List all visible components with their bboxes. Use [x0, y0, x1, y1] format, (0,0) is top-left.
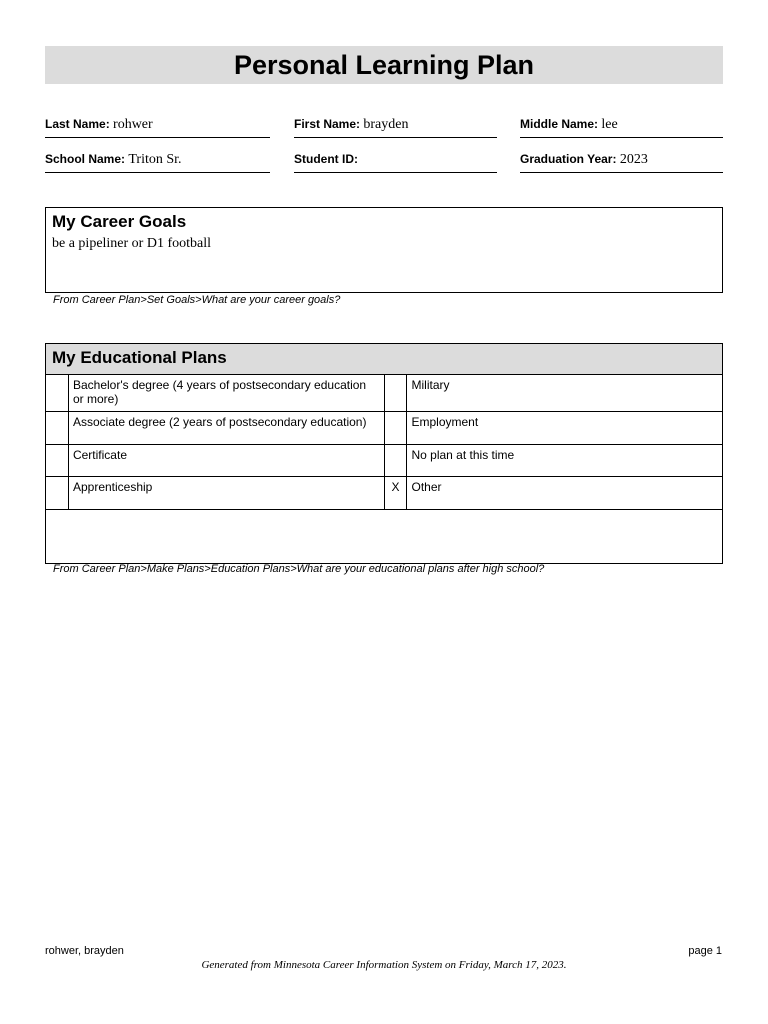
middle-name-value: lee — [601, 117, 618, 132]
last-name-field — [45, 117, 270, 138]
educational-plans-source: From Career Plan>Make Plans>Education Plans>What are your educational plans after high school? — [53, 563, 545, 575]
footer-page-number: page 1 — [688, 945, 722, 957]
notes-row — [46, 510, 723, 564]
title-bar — [45, 46, 723, 84]
educational-plans-header — [45, 343, 723, 375]
checkbox-cell — [384, 445, 407, 477]
first-name-field — [294, 117, 497, 138]
first-name-value: brayden — [363, 117, 409, 132]
table-row — [46, 445, 723, 477]
graduation-year-field — [520, 152, 723, 173]
career-goals-text: be a pipeliner or D1 football — [52, 236, 212, 251]
checkbox-cell — [46, 445, 69, 477]
student-id-field — [294, 152, 497, 173]
option-label: No plan at this time — [407, 445, 723, 477]
student-id-label: Student ID: — [294, 152, 358, 166]
first-name-label: First Name: — [294, 117, 361, 131]
graduation-year-value: 2023 — [619, 152, 648, 167]
educational-plans-heading: My Educational Plans — [52, 348, 227, 367]
school-name-value: Triton Sr. — [128, 152, 182, 167]
option-label: Other — [407, 477, 723, 510]
checkbox-cell — [384, 375, 407, 412]
checkbox-cell — [384, 412, 407, 445]
career-goals-source: From Career Plan>Set Goals>What are your career goals? — [53, 294, 341, 306]
school-name-label: School Name: — [45, 152, 126, 166]
last-name-label: Last Name: — [45, 117, 110, 131]
table-row — [46, 477, 723, 510]
table-row — [46, 412, 723, 445]
middle-name-label: Middle Name: — [520, 117, 599, 131]
option-label: Certificate — [68, 445, 384, 477]
educational-plans-table — [45, 374, 723, 564]
middle-name-field — [520, 117, 723, 138]
option-label: Employment — [407, 412, 723, 445]
table-row — [46, 375, 723, 412]
footer-student-name: rohwer, brayden — [45, 945, 124, 957]
educational-plans-notes — [46, 510, 723, 564]
graduation-year-label: Graduation Year: — [520, 152, 617, 166]
checkbox-cell — [46, 412, 69, 445]
option-label: Bachelor's degree (4 years of postsecondary education or more) — [68, 375, 384, 412]
checkbox-cell: X — [384, 477, 407, 510]
footer-generated-note: Generated from Minnesota Career Information System on Friday, March 17, 2023. — [201, 959, 567, 971]
option-label: Military — [407, 375, 723, 412]
school-name-field — [45, 152, 270, 173]
last-name-value: rohwer — [113, 117, 153, 132]
career-goals-box — [45, 207, 723, 293]
checkbox-cell — [46, 375, 69, 412]
checkbox-cell — [46, 477, 69, 510]
career-goals-heading: My Career Goals — [52, 212, 187, 231]
option-label: Associate degree (2 years of postsecondary education) — [68, 412, 384, 445]
page-title: Personal Learning Plan — [233, 49, 535, 80]
option-label: Apprenticeship — [68, 477, 384, 510]
